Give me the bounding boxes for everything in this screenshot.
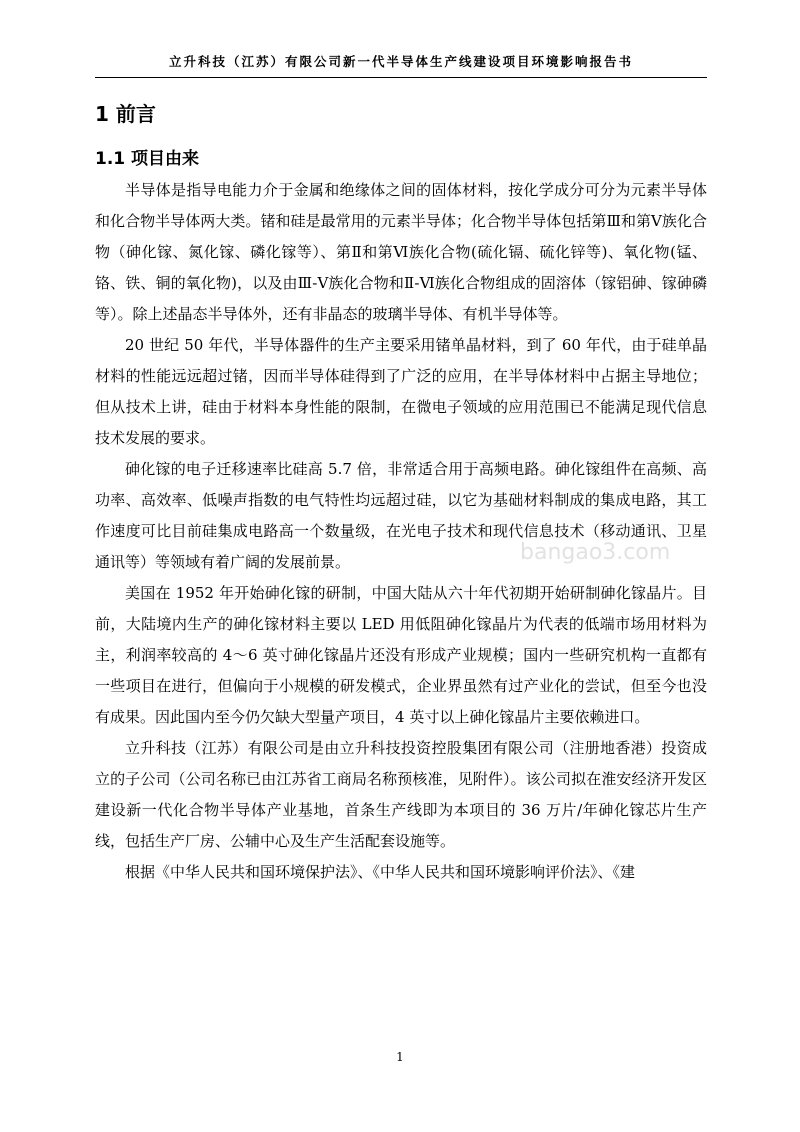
paragraph-domestic-status: 美国在 1952 年开始砷化镓的研制，中国大陆从六十年代初期开始研制砷化镓晶片。目前，大陆境内生产的砷化镓材料主要以 LED 用低阻砷化镓晶片为代表的低端市场用材料为主，利润率较高的 4～6 英寸砷化镓晶片还没有形成产业规模；国内一些研究机构一直都有一些项目在进行，但偏向于小规模的研发模式，企业界虽然有过产业化的尝试，但至今也没有成果。因此国内至今仍欠缺大型量产项目，4 英寸以上砷化镓晶片主要依赖进口。 (95, 584, 707, 726)
page-number: 1 (396, 1050, 404, 1064)
header-rule (95, 77, 707, 78)
running-header: 立升科技（江苏）有限公司新一代半导体生产线建设项目环境影响报告书 (168, 54, 633, 69)
watermark: bangao3.com (520, 540, 671, 565)
paragraph-company-intro: 立升科技（江苏）有限公司是由立升科技投资控股集团有限公司（注册地香港）投资成立的子公司（公司名称已由江苏省工商局名称预核准，见附件）。该公司拟在淮安经济开发区建设新一代化合物半导体产业基地，首条生产线即为本项目的 36 万片/年砷化镓芯片生产线，包括生产厂房、公辅中心及生产生活配套设施等。 (95, 739, 707, 850)
document-body (95, 175, 707, 888)
paragraph-semiconductor-definition: 半导体是指导电能力介于金属和绝缘体之间的固体材料，按化学成分可分为元素半导体和化合物半导体两大类。锗和硅是最常用的元素半导体；化合物半导体包括第Ⅲ和第Ⅴ族化合物（砷化镓、氮化镓、磷化镓等）、第Ⅱ和第Ⅵ族化合物(硫化镉、硫化锌等)、氧化物(锰、铬、铁、铜的氧化物)，以及由Ⅲ-Ⅴ族化合物和Ⅱ-Ⅵ族化合物组成的固溶体（镓铝砷、镓砷磷等）。除上述晶态半导体外，还有非晶态的玻璃半导体、有机半导体等。 (95, 181, 707, 323)
paragraph-gaas-properties: 砷化镓的电子迁移速率比硅高 5.7 倍，非常适合用于高频电路。砷化镓组件在高频、高功率、高效率、低噪声指数的电气特性均远超过硅，以它为基础材料制成的集成电路，其工作速度可比目前硅集成电路高一个数量级，在光电子技术和现代信息技术（移动通讯、卫星通讯等）等领域有着广阔的发展前景。 (95, 460, 707, 571)
paragraph-legal-basis: 根据《中华人民共和国环境保护法》、《中华人民共和国环境影响评价法》、《建 (125, 863, 636, 881)
subsection-heading: 1.1 项目由来 (95, 149, 200, 169)
paragraph-history: 20 世纪 50 年代，半导体器件的生产主要采用锗单晶材料，到了 60 年代，由于硅单晶材料的性能远远超过锗，因而半导体硅得到了广泛的应用，在半导体材料中占据主导地位；但从技术上讲，硅由于材料本身性能的限制，在微电子领域的应用范围已不能满足现代信息技术发展的要求。 (95, 336, 707, 447)
section-heading: 1 前言 (95, 102, 156, 126)
